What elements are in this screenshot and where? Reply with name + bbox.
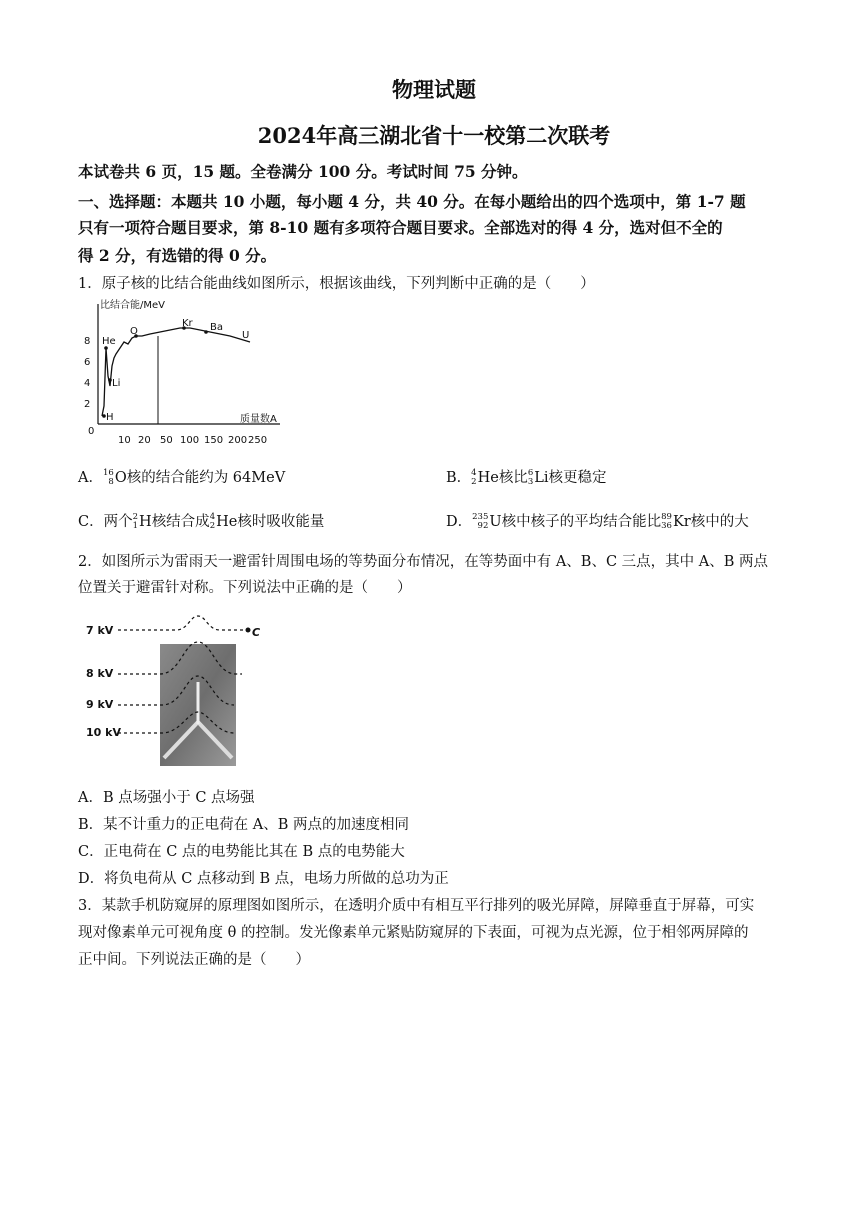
q2-stem-1: 2．如图所示为雷雨天一避雷针周围电场的等势面分布情况，在等势面中有 A、B、C 三点，其中 A、B 两点: [78, 554, 769, 570]
fig1-xtick-200: 200: [228, 435, 248, 446]
fig1-xtick-250: 250: [248, 435, 268, 446]
fig1-ytick-0: 0: [88, 426, 95, 437]
fig1-label-u: U: [242, 330, 250, 341]
q3-stem-2: 现对像素单元可视角度 θ 的控制。发光像素单元紧贴防窥屏的下表面，可视为点光源，位于相邻两屏障的: [78, 925, 749, 941]
fig1-ytick-6: 6: [84, 357, 91, 368]
fig2-label-8kv: 8 kV: [86, 667, 114, 680]
lightning-rod-figure: [80, 612, 280, 772]
fig1-xtick-20: 20: [138, 435, 151, 446]
q2-option-a: A．B 点场强小于 C 点场强: [78, 790, 255, 806]
q1-option-b: B． 4 2 He核比 6 3 Li核更稳定: [446, 468, 607, 487]
intro-line-3: 只有一项符合题目要求，第 8-10 题有多项符合题目要求。全部选对的得 4 分，选对但不全的: [78, 218, 723, 237]
intro-line-2: 一、选择题：本题共 10 小题，每小题 4 分，共 40 分。在每小题给出的四个选项中，第 1-7 题: [78, 192, 746, 211]
fig1-xtick-50: 50: [160, 435, 173, 446]
fig1-label-he: He: [102, 336, 116, 347]
page-subtitle: 2024年高三湖北省十一校第二次联考: [257, 123, 611, 148]
q3-stem-3: 正中间。下列说法正确的是（ ）: [78, 952, 310, 968]
fig1-xtick-100: 100: [180, 435, 200, 446]
q3-stem-1: 3．某款手机防窥屏的原理图如图所示，在透明介质中有相互平行排列的吸光屏障，屏障垂直于屏幕，可实: [78, 898, 755, 914]
fig1-label-h: H: [106, 412, 114, 423]
fig1-ylabel: 比结合能/MeV: [100, 300, 165, 311]
fig1-ytick-4: 4: [84, 378, 91, 389]
fig1-ytick-2: 2: [84, 399, 91, 410]
fig2-label-c: C: [252, 626, 261, 639]
intro-line-1: 本试卷共 6 页，15 题。全卷满分 100 分。考试时间 75 分钟。: [78, 162, 528, 181]
fig1-ytick-8: 8: [84, 336, 91, 347]
q2-stem-2: 位置关于避雷针对称。下列说法中正确的是（ ）: [78, 580, 412, 596]
fig1-label-ba: Ba: [210, 322, 223, 333]
fig1-xtick-150: 150: [204, 435, 224, 446]
page-title: 物理试题: [392, 77, 476, 102]
fig2-label-10kv: 10 kV: [86, 726, 121, 739]
q1-stem: 1．原子核的比结合能曲线如图所示，根据该曲线，下列判断中正确的是（ ）: [78, 276, 595, 292]
q2-option-d: D．将负电荷从 C 点移动到 B 点，电场力所做的总功为正: [78, 871, 449, 887]
fig1-label-li: Li: [112, 378, 121, 389]
fig2-label-9kv: 9 kV: [86, 698, 114, 711]
q2-option-b: B．某不计重力的正电荷在 A、B 两点的加速度相同: [78, 817, 409, 833]
q1-option-c: C．两个 2 1 H核结合成 4 2 He核时吸收能量: [78, 512, 325, 531]
fig2-label-7kv: 7 kV: [86, 624, 114, 637]
q1-option-a: A． 16 8 O核的结合能约为 64MeV: [78, 468, 286, 487]
fig1-label-kr: Kr: [182, 318, 193, 329]
fig1-xtick-10: 10: [118, 435, 131, 446]
fig1-xlabel: 质量数A: [240, 414, 277, 425]
q2-option-c: C．正电荷在 C 点的电势能比其在 B 点的电势能大: [78, 844, 405, 860]
fig1-label-o: O: [130, 326, 138, 337]
intro-line-4: 得 2 分，有选错的得 0 分。: [78, 246, 277, 265]
q1-option-d: D． 235 92 U核中核子的平均结合能比 89 36 Kr核中的大: [446, 512, 749, 531]
binding-energy-figure: [80, 296, 290, 446]
